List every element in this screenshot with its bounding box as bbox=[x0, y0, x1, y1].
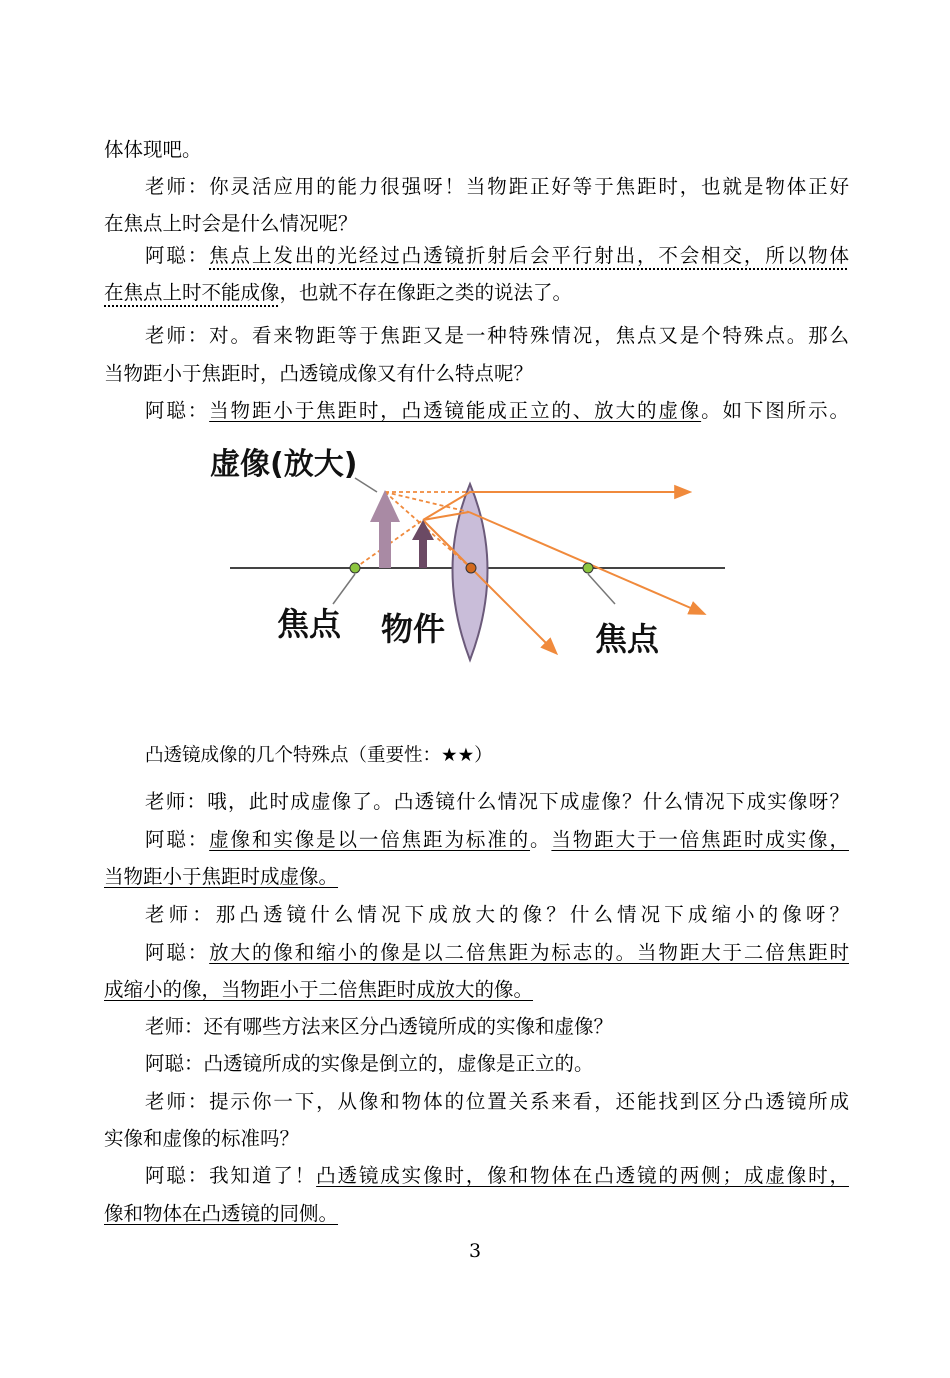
speaker-label: 阿聪： bbox=[145, 941, 210, 964]
text-line bbox=[145, 1163, 849, 1191]
line-text: 老师：还有哪些方法来区分凸透镜所成的实像和虚像？ bbox=[145, 1015, 614, 1038]
optical-center-point bbox=[466, 563, 476, 573]
pointer-line bbox=[588, 574, 615, 604]
line-text: 。 bbox=[530, 828, 552, 851]
line-text: 实像和虚像的标准吗？ bbox=[104, 1127, 300, 1150]
text-line bbox=[145, 243, 849, 271]
underlined-text: 当物距大于一倍焦距时成实像， bbox=[551, 828, 849, 851]
pointer-line bbox=[333, 574, 355, 604]
speaker-label: 阿聪： bbox=[145, 828, 210, 851]
speaker-label: 阿聪： bbox=[145, 244, 210, 267]
text-line bbox=[145, 789, 849, 817]
underlined-text: 虚像和实像是以一倍焦距为标准的 bbox=[209, 828, 531, 851]
underlined-text: 成缩小的像，当物距小于二倍焦距时成放大的像。 bbox=[104, 978, 534, 1001]
underlined-text: 放大的像和缩小的像是以二倍焦距为标志的。当物距大于二倍焦距时 bbox=[209, 941, 849, 964]
text-line bbox=[104, 977, 849, 1005]
text-line bbox=[104, 361, 849, 389]
text-line bbox=[145, 902, 849, 930]
line-text: 体体现吧。 bbox=[104, 138, 202, 161]
text-line bbox=[145, 1051, 849, 1079]
text-line bbox=[104, 211, 849, 239]
speaker-label: 阿聪：我知道了！ bbox=[145, 1164, 317, 1187]
text-line bbox=[145, 940, 849, 968]
text-line bbox=[145, 827, 849, 855]
object-label: 物件 bbox=[381, 610, 446, 648]
focus-label-left: 焦点 bbox=[277, 605, 342, 643]
text-line bbox=[104, 1126, 849, 1154]
text-line bbox=[145, 323, 849, 351]
focus-point-right bbox=[583, 563, 593, 573]
emphasized-text: 在焦点上时不能成像 bbox=[104, 281, 280, 304]
underlined-text: 当物距小于焦距时成虚像。 bbox=[104, 865, 339, 888]
line-text: 当物距小于焦距时，凸透镜成像又有什么特点呢？ bbox=[104, 362, 534, 385]
line-text: 阿聪：凸透镜所成的实像是倒立的，虚像是正立的。 bbox=[145, 1052, 594, 1075]
text-line bbox=[145, 174, 849, 202]
underlined-text: 当物距小于焦距时，凸透镜能成正立的、放大的虚像 bbox=[209, 399, 702, 422]
line-text: 老师：你灵活应用的能力很强呀！当物距正好等于焦距时，也就是物体正好 bbox=[145, 175, 849, 198]
line-text: 在焦点上时会是什么情况呢？ bbox=[104, 212, 358, 235]
text-line bbox=[104, 864, 849, 892]
convex-lens-diagram bbox=[205, 432, 735, 667]
focus-label-right: 焦点 bbox=[595, 620, 660, 658]
text-line bbox=[145, 398, 849, 426]
page-number: 3 bbox=[468, 1240, 482, 1262]
text-line bbox=[104, 1201, 849, 1229]
virtual-image-label: 虚像(放大) bbox=[210, 447, 358, 482]
underlined-text: 凸透镜成实像时，像和物体在凸透镜的两侧；成虚像时， bbox=[316, 1164, 849, 1187]
section-heading: 凸透镜成像的几个特殊点（重要性：★★） bbox=[145, 745, 493, 766]
text-line bbox=[145, 1089, 849, 1117]
speaker-label: 阿聪： bbox=[145, 399, 210, 422]
ray-through-focus bbox=[469, 512, 700, 612]
line-text: ，也就不存在像距之类的说法了。 bbox=[279, 281, 573, 304]
line-text: 老师：哦，此时成虚像了。凸透镜什么情况下成虚像？什么情况下成实像呀？ bbox=[145, 790, 849, 813]
line-text: 老师：提示你一下，从像和物体的位置关系来看，还能找到区分凸透镜所成 bbox=[145, 1090, 849, 1113]
text-line bbox=[104, 137, 849, 165]
emphasized-text: 焦点上发出的光经过凸透镜折射后会平行射出，不会相交，所以物体 bbox=[209, 244, 849, 267]
text-line bbox=[104, 280, 849, 308]
line-text: 。如下图所示。 bbox=[701, 399, 849, 422]
line-text: 老师：那凸透镜什么情况下成放大的像？什么情况下成缩小的像呀？ bbox=[145, 903, 849, 926]
text-line bbox=[145, 1014, 849, 1042]
focus-point-left bbox=[350, 563, 360, 573]
underlined-text: 像和物体在凸透镜的同侧。 bbox=[104, 1202, 339, 1225]
line-text: 老师：对。看来物距等于焦距又是一种特殊情况，焦点又是个特殊点。那么 bbox=[145, 324, 849, 347]
pointer-line bbox=[355, 478, 377, 492]
